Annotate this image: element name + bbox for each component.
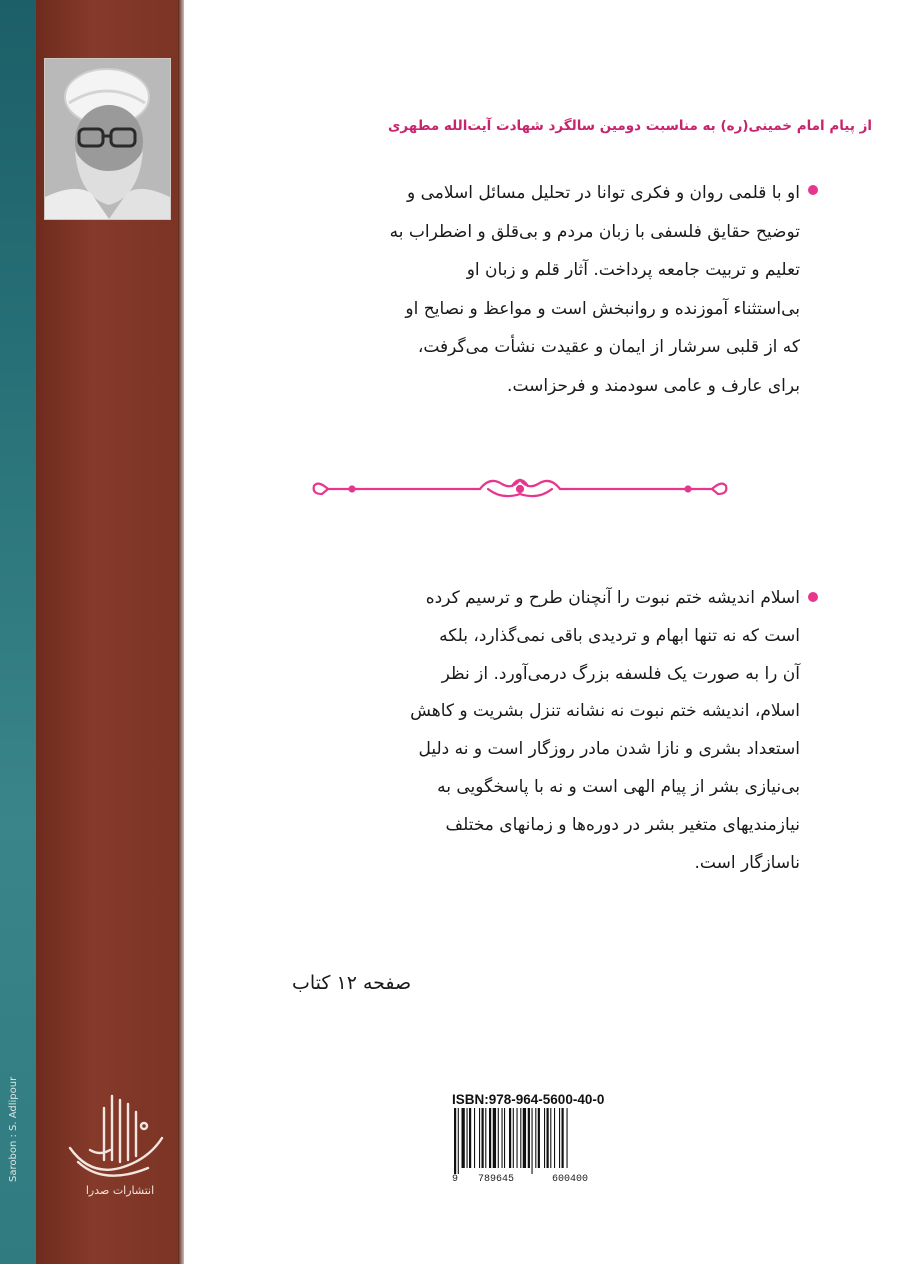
barcode-icon <box>452 1108 610 1174</box>
quote-paragraph-1 <box>270 174 800 405</box>
author-portrait <box>44 58 171 220</box>
barcode-digits: 600400 <box>552 1174 589 1185</box>
quote-line: بی‌نیازی بشر از پیام الهی است و نه با پاسخگویی به <box>437 776 800 797</box>
floral-divider-ornament-icon <box>312 472 728 504</box>
quote-line: تعلیم و تربیت جامعه پرداخت. آثار قلم و زبان او <box>466 260 800 280</box>
isbn-label: ISBN:978-964-5600-40-0 <box>452 1092 605 1107</box>
quote-line: که از قلبی سرشار از ایمان و عقیدت نشأت می‌گرفت، <box>417 337 800 357</box>
spine-edge <box>178 0 184 1264</box>
quote-line: ناسازگار است. <box>694 852 800 873</box>
publisher-name: انتشارات صدرا <box>85 1184 155 1197</box>
author-portrait-icon <box>45 59 170 219</box>
quote-source-header: از پیام امام خمینی(ره) به مناسبت دومین سالگرد شهادت آیت‌الله مطهری <box>388 118 872 134</box>
designer-credit: Sarobon : S. Adlipour <box>8 1076 19 1182</box>
bullet-icon <box>808 185 818 195</box>
page-reference: صفحه ۱۲ کتاب <box>292 972 412 994</box>
barcode-digits: 789645 <box>478 1174 515 1185</box>
bullet-icon <box>808 592 818 602</box>
quote-line: بی‌استثناء آموزنده و روانبخش است و مواعظ و نصایح او <box>405 298 800 319</box>
spine-teal-strip <box>0 0 36 1264</box>
quote-line: اسلام، اندیشه ختم نبوت نه نشانه تنزل بشریت و کاهش <box>410 701 800 722</box>
quote-paragraph-2 <box>270 580 800 882</box>
quote-line: برای عارف و عامی سودمند و فرحزاست. <box>507 375 800 396</box>
quote-line: او با قلمی روان و فکری توانا در تحلیل مسائل اسلامی و <box>407 183 800 203</box>
quote-line: است که نه تنها ابهام و تردیدی باقی نمی‌گذارد، بلکه <box>439 625 800 646</box>
quote-line: توضیح حقایق فلسفی با زبان مردم و بی‌قلق و اضطراب به <box>389 221 800 242</box>
quote-line: نیازمندیهای متغیر بشر در دوره‌ها و زمانهای مختلف <box>445 814 800 835</box>
quote-line: آن را به صورت یک فلسفه بزرگ درمی‌آورد. از نظر <box>441 663 800 684</box>
barcode-digits: 9 <box>452 1174 459 1185</box>
quote-line: استعداد بشری و نازا شدن مادر روزگار است و نه دلیل <box>418 739 800 760</box>
quote-line: اسلام اندیشه ختم نبوت را آنچنان طرح و ترسیم کرده <box>425 588 800 608</box>
